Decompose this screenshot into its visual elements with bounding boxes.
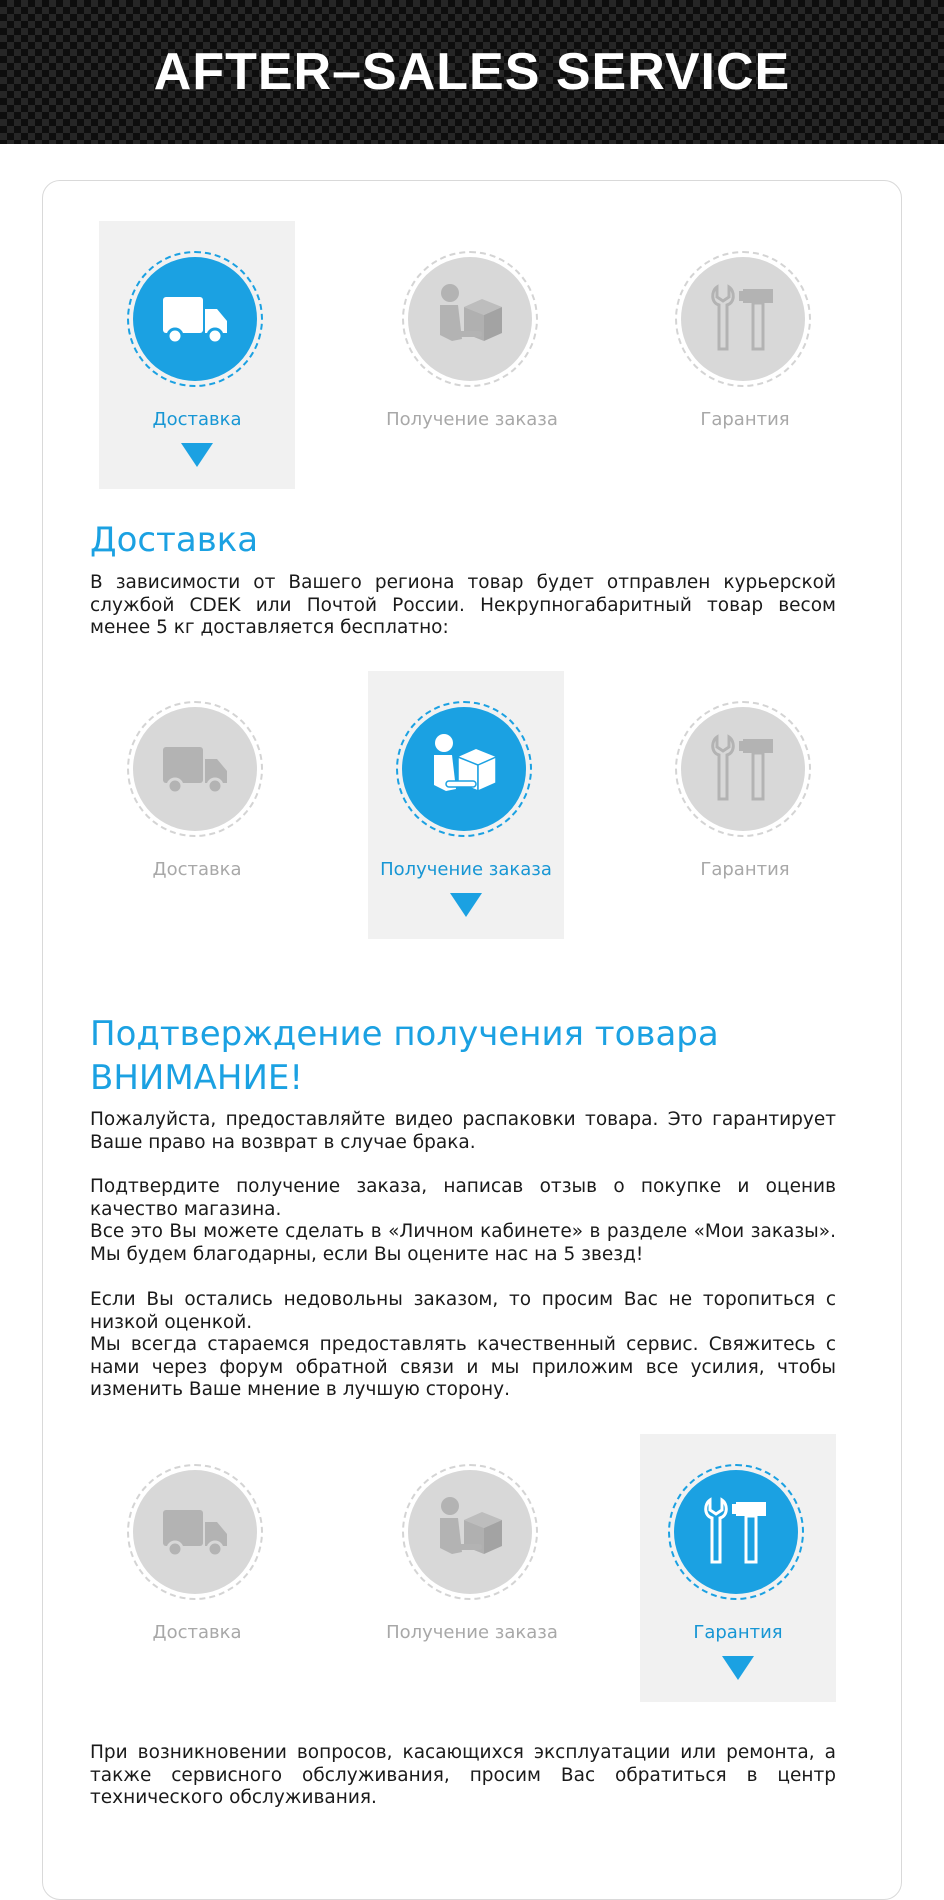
truck-icon — [155, 729, 235, 809]
tab-warranty[interactable] — [640, 1434, 836, 1702]
tab-delivery[interactable] — [99, 1434, 295, 1702]
header-banner — [0, 0, 944, 144]
delivery-text: В зависимости от Вашего региона товар будет отправлен курьерской службой CDEK или Почтой России. Некрупногабаритный товар весом менее 5 кг доставляется бесплатно: — [90, 572, 836, 638]
icon-disc — [681, 707, 805, 831]
attention-heading: ВНИМАНИЕ! — [90, 1058, 304, 1098]
tab-warranty[interactable] — [647, 671, 843, 939]
icon-disc — [681, 257, 805, 381]
icon-disc — [133, 707, 257, 831]
warranty-text: При возникновении вопросов, касающихся эксплуатации или ремонта, а также сервисного обслуживания, просим Вас обратиться в центр технического обслуживания. — [90, 1742, 836, 1808]
person-with-box-icon — [430, 1492, 510, 1572]
tab-receipt[interactable] — [374, 221, 570, 489]
truck-icon — [155, 279, 235, 359]
tab-delivery[interactable] — [99, 221, 295, 489]
page-title: AFTER–SALES SERVICE — [153, 43, 791, 101]
tab-label: Доставка — [152, 409, 242, 430]
tab-bar-delivery — [0, 221, 944, 489]
tab-label: Доставка — [152, 1622, 242, 1643]
tab-receipt[interactable] — [374, 1434, 570, 1702]
tab-label: Гарантия — [693, 1622, 783, 1643]
receipt-paragraph-1: Пожалуйста, предоставляйте видео распаковки товара. Это гарантирует Ваше право на возврат в случае брака. — [90, 1109, 836, 1153]
receipt-paragraph-5: Мы всегда стараемся предоставлять качественный сервис. Свяжитесь с нами через форум обратной связи и мы приложим все усилия, чтобы изменить Ваше мнение в лучшую сторону. — [90, 1334, 836, 1400]
tab-label: Получение заказа — [380, 859, 552, 880]
person-with-box-icon — [430, 279, 510, 359]
receipt-paragraph-4: Если Вы остались недовольны заказом, то просим Вас не торопиться с низкой оценкой. — [90, 1289, 836, 1333]
active-arrow-icon — [722, 1656, 754, 1680]
person-with-box-icon — [424, 729, 504, 809]
tab-bar-warranty — [0, 1434, 944, 1702]
tools-icon — [703, 729, 783, 809]
truck-icon — [155, 1492, 235, 1572]
icon-disc — [133, 257, 257, 381]
section-heading-receipt: Подтверждение получения товара — [90, 1014, 719, 1054]
active-arrow-icon — [450, 893, 482, 917]
icon-disc — [402, 707, 526, 831]
active-arrow-icon — [181, 443, 213, 467]
tab-label: Доставка — [152, 859, 242, 880]
tab-delivery[interactable] — [99, 671, 295, 939]
tools-icon — [703, 279, 783, 359]
tab-label: Гарантия — [700, 409, 790, 430]
icon-disc — [674, 1470, 798, 1594]
tab-label: Получение заказа — [386, 409, 558, 430]
section-heading-delivery: Доставка — [90, 520, 259, 560]
tools-icon — [696, 1492, 776, 1572]
receipt-paragraph-3: Все это Вы можете сделать в «Личном кабинете» в разделе «Мои заказы». Мы будем благодарны, если Вы оцените нас на 5 звезд! — [90, 1221, 836, 1265]
tab-label: Получение заказа — [386, 1622, 558, 1643]
icon-disc — [408, 257, 532, 381]
icon-disc — [133, 1470, 257, 1594]
tab-label: Гарантия — [700, 859, 790, 880]
receipt-paragraph-2: Подтвердите получение заказа, написав отзыв о покупке и оценив качество магазина. — [90, 1176, 836, 1220]
tab-bar-receipt — [0, 671, 944, 939]
tab-warranty[interactable] — [647, 221, 843, 489]
icon-disc — [408, 1470, 532, 1594]
tab-receipt[interactable] — [368, 671, 564, 939]
